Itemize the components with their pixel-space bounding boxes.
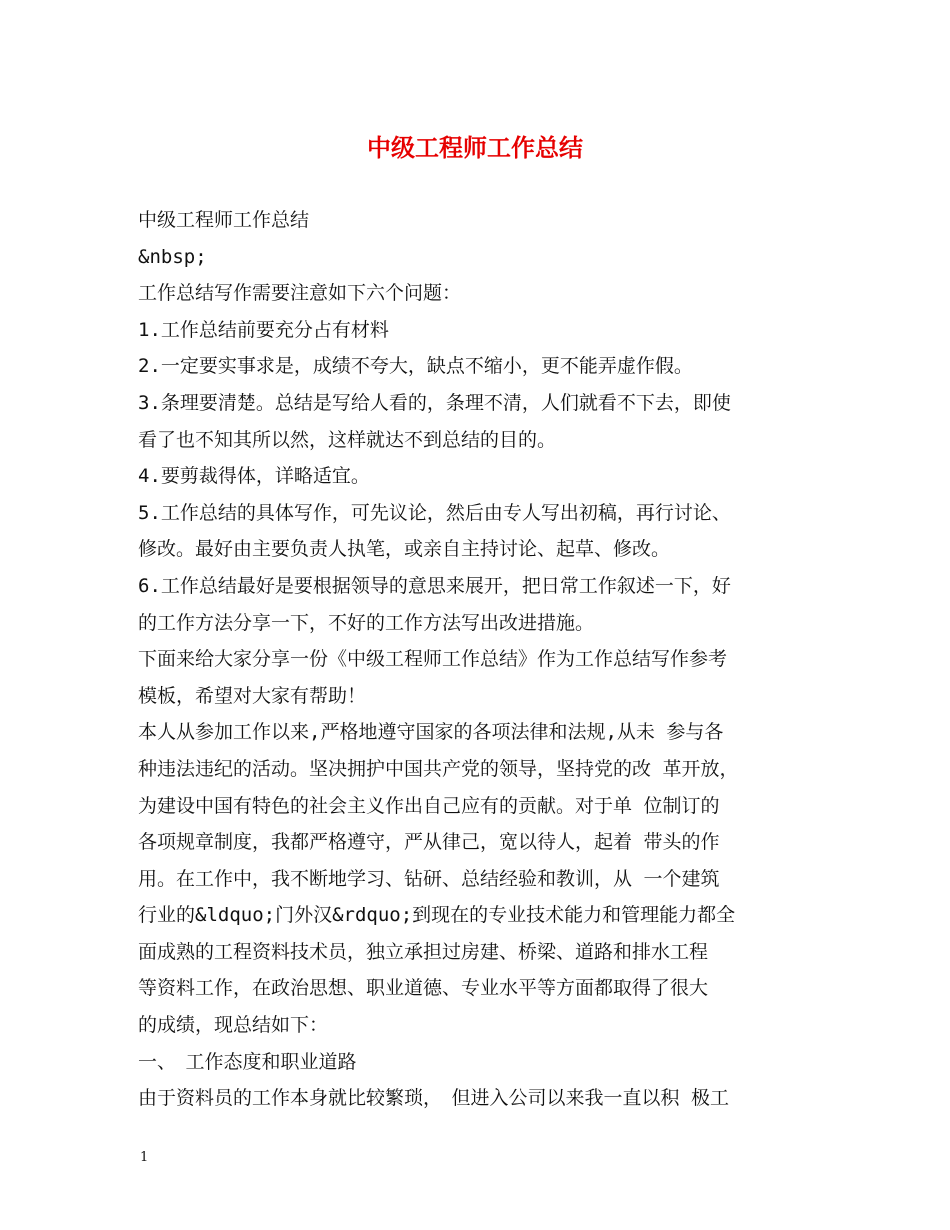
body-line: 工作总结写作需要注意如下六个问题： bbox=[138, 282, 462, 305]
body-line: 本人从参加工作以来,严格地遵守国家的各项法律和法规,从未 参与各 bbox=[138, 721, 724, 744]
body-line: 用。在工作中，我不断地学习、钻研、总结经验和教训，从 一个建筑 bbox=[138, 867, 720, 890]
page-number: 1 bbox=[140, 1150, 149, 1165]
body-line: 1.工作总结前要充分占有材料 bbox=[138, 318, 389, 341]
body-line: 4.要剪裁得体，详略适宜。 bbox=[138, 465, 370, 488]
body-line: 一、 工作态度和职业道路 bbox=[138, 1050, 357, 1073]
body-line: 为建设中国有特色的社会主义作出自己应有的贡献。对于单 位制订的 bbox=[138, 794, 720, 817]
body-line: 等资料工作，在政治思想、职业道德、专业水平等方面都取得了很大 bbox=[138, 977, 709, 1000]
body-line: 下面来给大家分享一份《中级工程师工作总结》作为工作总结写作参考 bbox=[138, 648, 728, 671]
body-line: 5.工作总结的具体写作，可先议论，然后由专人写出初稿，再行讨论、 bbox=[138, 501, 731, 524]
body-line: 的工作方法分享一下，不好的工作方法写出改进措施。 bbox=[138, 611, 595, 634]
body-line: 各项规章制度，我都严格遵守，严从律己，宽以待人，起着 带头的作 bbox=[138, 831, 720, 854]
document-title: 中级工程师工作总结 bbox=[367, 134, 583, 162]
body-line: 6.工作总结最好是要根据领导的意思来展开，把日常工作叙述一下，好 bbox=[138, 574, 731, 597]
body-line: 模板，希望对大家有帮助！ bbox=[138, 684, 367, 707]
body-line: 行业的&ldquo;门外汉&rdquo;到现在的专业技术能力和管理能力都全 bbox=[138, 904, 736, 927]
body-line: 的成绩，现总结如下： bbox=[138, 1014, 329, 1037]
body-line: 中级工程师工作总结 bbox=[138, 209, 310, 231]
body-line: 看了也不知其所以然，这样就达不到总结的目的。 bbox=[138, 428, 557, 451]
document-body bbox=[138, 202, 818, 1117]
body-line: 修改。最好由主要负责人执笔，或亲自主持讨论、起草、修改。 bbox=[138, 538, 671, 561]
body-line: 种违法违纪的活动。坚决拥护中国共产党的领导，坚持党的改 革开放， bbox=[138, 757, 739, 780]
body-line: 2.一定要实事求是，成绩不夸大，缺点不缩小，更不能弄虚作假。 bbox=[138, 355, 693, 378]
body-line: 由于资料员的工作本身就比较繁琐， 但进入公司以来我一直以积 极工 bbox=[138, 1087, 729, 1110]
body-line: 3.条理要清楚。总结是写给人看的，条理不清，人们就看不下去，即使 bbox=[138, 391, 731, 414]
body-line: &nbsp; bbox=[138, 245, 207, 268]
body-line: 面成熟的工程资料技术员，独立承担过房建、桥梁、道路和排水工程 bbox=[138, 940, 709, 963]
